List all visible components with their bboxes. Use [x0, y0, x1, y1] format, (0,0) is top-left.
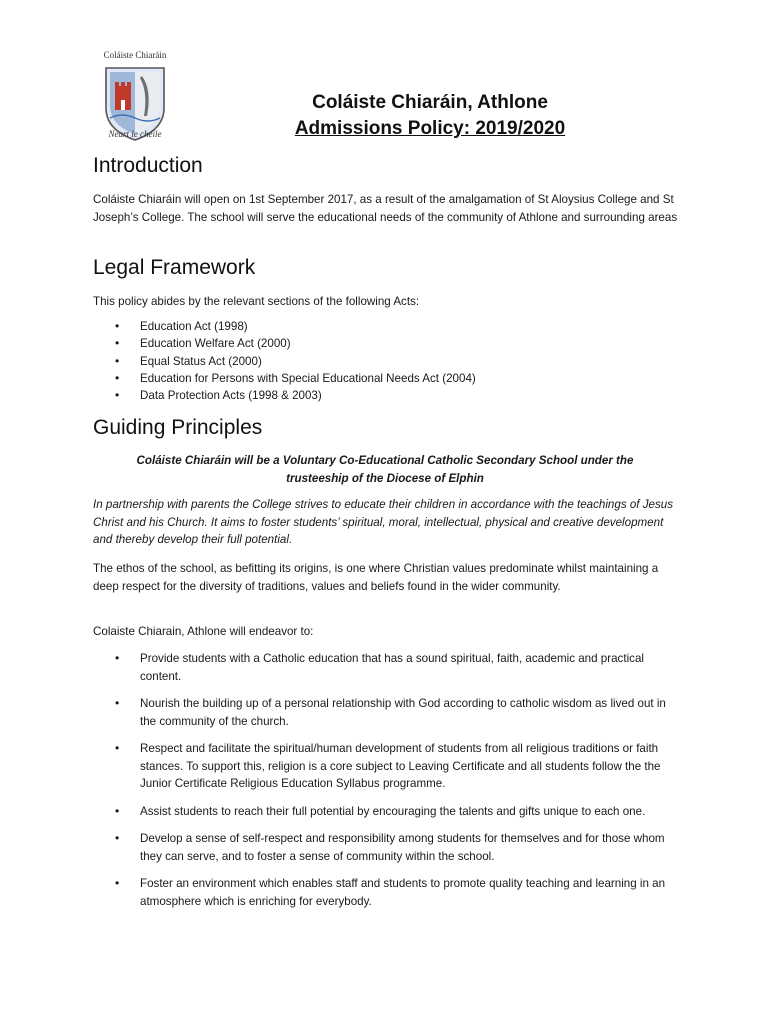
- legal-heading: Legal Framework: [93, 256, 256, 279]
- crest-motto: Neart le chéile: [108, 129, 162, 139]
- list-item: • Data Protection Acts (1998 & 2003): [93, 387, 678, 404]
- list-item: • Education Welfare Act (2000): [93, 335, 678, 352]
- partnership-text: In partnership with parents the College strives to educate their children in accordance with the teachings of Jesus Christ and his Church. It aims to foster students’ spiritual, moral, intellectual, physical and creative development and thereby develop their full potential.: [93, 498, 674, 546]
- guiding-heading: Guiding Principles: [93, 416, 263, 439]
- crest-name: Coláiste Chiaráin: [103, 50, 167, 60]
- legal-intro: This policy abides by the relevant sections of the following Acts:: [93, 295, 420, 308]
- list-item: • Develop a sense of self-respect and responsibility among students for themselves and for those whom they can serve, and to foster a sense of community within the school.: [93, 830, 678, 865]
- list-item: • Equal Status Act (2000): [93, 353, 678, 370]
- list-item: • Foster an environment which enables staff and students to promote quality teaching and learning in an atmosphere which is enriching for everybody.: [93, 875, 678, 910]
- acts-list: [93, 318, 678, 404]
- list-item: • Respect and facilitate the spiritual/human development of students from all religious traditions or faith stances. To support this, religion is a core subject to Leaving Certificate and all students follow the the Junior Certificate Religious Education Syllabus programme.: [93, 740, 678, 793]
- list-item: • Education Act (1998): [93, 318, 678, 335]
- ethos-text: The ethos of the school, as befitting its origins, is one where Christian values predominate whilst maintaining a deep respect for the diversity of traditions, values and beliefs found in the wider community.: [93, 562, 659, 593]
- list-item: • Provide students with a Catholic education that has a sound spiritual, faith, academic and practical content.: [93, 650, 678, 685]
- endeavor-intro: Colaiste Chiarain, Athlone will endeavor to:: [93, 625, 314, 638]
- guiding-statement: Coláiste Chiaráin will be a Voluntary Co-Educational Catholic Secondary School under the trusteeship of the Diocese of Elphin: [136, 454, 634, 485]
- title-school: Coláiste Chiaráin, Athlone: [312, 92, 548, 113]
- document-title: [230, 90, 630, 142]
- title-policy: Admissions Policy: 2019/2020: [294, 118, 566, 139]
- list-item: • Nourish the building up of a personal relationship with God according to catholic wisdom as lived out in the community of the church.: [93, 695, 678, 730]
- list-item: • Assist students to reach their full potential by encouraging the talents and gifts unique to each one.: [93, 803, 678, 821]
- introduction-heading: Introduction: [93, 154, 203, 177]
- list-item: • Education for Persons with Special Educational Needs Act (2004): [93, 370, 678, 387]
- aims-list: [93, 650, 678, 920]
- introduction-text: Coláiste Chiaráin will open on 1st September 2017, as a result of the amalgamation of St Aloysius College and St Joseph’s College. The school will serve the educational needs of the community of Athlone and surrounding areas: [93, 193, 678, 224]
